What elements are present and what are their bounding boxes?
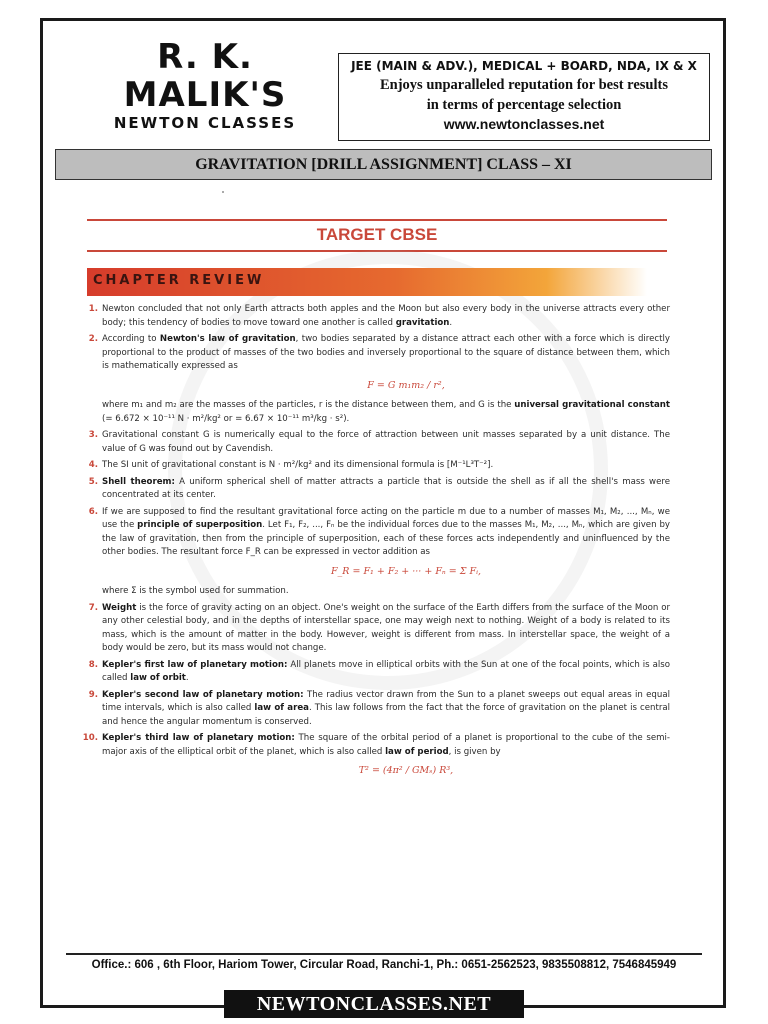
review-list [80, 303, 670, 788]
list-item [80, 602, 670, 656]
item-text: Shell theorem: A uniform spherical shell of matter attracts a particle that is outside the shell as if all the shell's mass were concentrated at its center. [102, 476, 671, 500]
item-text: If we are supposed to find the resultant gravitational force acting on the particle m due to a number of masses M₁, M₂, ..., Mₙ, we use the principle of superposition. Let F₁, F₂, ..., Fₙ be the individual forces due to the masses M₁, M₂, ..., Mₙ, which are given by the law of gravitation, then from the principle of superposition, each of these forces acts independently and uninfluenced by the other bodies. The resultant force F_R can be expressed in vector addition as F_R = F₁ + F₂ + ··· + Fₙ = Σ Fᵢ, where Σ is the symbol used for summation. [102, 506, 670, 596]
item-text: Kepler's third law of planetary motion: The square of the orbital period of a planet is proportional to the cube of the semi-major axis of the elliptical orbit of the planet, which is also called law of period, is given by T² = (4π² / GMₛ) R³, [102, 733, 670, 776]
item-number: 8. [88, 659, 98, 670]
item-number: 3. [88, 430, 98, 440]
item-number: 5. [88, 476, 98, 487]
item-number: 10. [82, 733, 98, 743]
item-text: Kepler's second law of planetary motion: The radius vector drawn from the Sun to a planet sweeps out equal areas in equal time intervals, which is also called law of area. This law follows from the fact that the force of gravitation on the planet is central and hence the angular momentum is conserved. [102, 689, 671, 727]
item-number: 7. [88, 602, 98, 613]
logo-title: R. K. MALIK'S [123, 37, 287, 115]
footer-website: NEWTONCLASSES.NET [224, 990, 524, 1018]
item-text: The SI unit of gravitational constant is N · m²/kg² and its dimensional formula is [M⁻¹L³T⁻²]. [102, 460, 494, 470]
item-number: 1. [88, 304, 98, 314]
info-selection: in terms of percentage selection [426, 97, 622, 113]
list-item [80, 333, 670, 426]
list-item [80, 459, 670, 473]
page-title: GRAVITATION [DRILL ASSIGNMENT] CLASS – XI [55, 149, 712, 180]
gravitation-formula: F = G m₁m₂ / r², [367, 379, 445, 391]
item-number: 6. [88, 506, 98, 517]
chapter-review-label: CHAPTER REVIEW [93, 273, 265, 288]
list-item [80, 659, 670, 686]
logo-subtitle: NEWTON CLASSES [113, 114, 297, 132]
info-reputation: Enjoys unparalleled reputation for best results [379, 77, 668, 93]
chapter-review-banner [87, 268, 647, 296]
item-text: According to Newton's law of gravitation, two bodies separated by a distance attract each other with a force which is directly proportional to the product of masses of the two bodies and inversely proportional to the square of distance between them, which is mathematically expressed as F = G m₁m₂ / r², where m₁ and m₂ are the masses of the particles, r is the distance between them, and G is the universal gravitational constant (= 6.672 × 10⁻¹¹ N · m²/kg² or = 6.67 × 10⁻¹¹ m³/kg · s²). [102, 334, 671, 424]
item-text: Gravitational constant G is numerically equal to the force of attraction between unit masses separated by a unit distance. The value of G was found out by Cavendish. [102, 430, 670, 454]
list-item [80, 476, 670, 503]
list-item [80, 429, 670, 456]
kepler-third-formula: T² = (4π² / GMₛ) R³, [358, 765, 454, 776]
list-item [80, 732, 670, 785]
target-heading: TARGET CBSE [316, 225, 438, 244]
logo [80, 38, 330, 132]
target-rule-top [87, 219, 667, 221]
list-item [80, 303, 670, 330]
superposition-formula: F_R = F₁ + F₂ + ··· + Fₙ = Σ Fᵢ, [330, 565, 482, 577]
item-text: Newton concluded that not only Earth attracts both apples and the Moon but also every body in the universe attracts every other body; this tendency of bodies to move toward one another is called gravitation. [102, 304, 670, 328]
footer-rule [66, 953, 702, 955]
item-number: 4. [88, 460, 98, 470]
info-box [338, 53, 710, 141]
list-item [80, 506, 670, 599]
scan-speck [222, 191, 224, 193]
item-number: 9. [88, 689, 98, 700]
office-address: Office.: 606 , 6th Floor, Hariom Tower, Circular Road, Ranchi-1, Ph.: 0651-2562523, 9835508812, 7546845949 [91, 959, 677, 971]
info-website: www.newtonclasses.net [443, 116, 605, 132]
list-item [80, 689, 670, 730]
item-text: Weight is the force of gravity acting on an object. One's weight on the surface of the Earth differs from the surface of the Moon or any other celestial body, and in the depths of interstellar space, one may weigh next to nothing. Weight of a body is related to its mass, which is the amount of matter in the body. However, weight is different from mass. In interstellar space, the weight of a body would be zero, but its mass would not change. [102, 602, 670, 653]
item-number: 2. [88, 334, 98, 344]
item-text: Kepler's first law of planetary motion: All planets move in elliptical orbits with the Sun at one of the focal points, which is also called law of orbit. [102, 659, 670, 683]
info-courses: JEE (MAIN & ADV.), MEDICAL + BOARD, NDA, IX & X [351, 59, 697, 73]
